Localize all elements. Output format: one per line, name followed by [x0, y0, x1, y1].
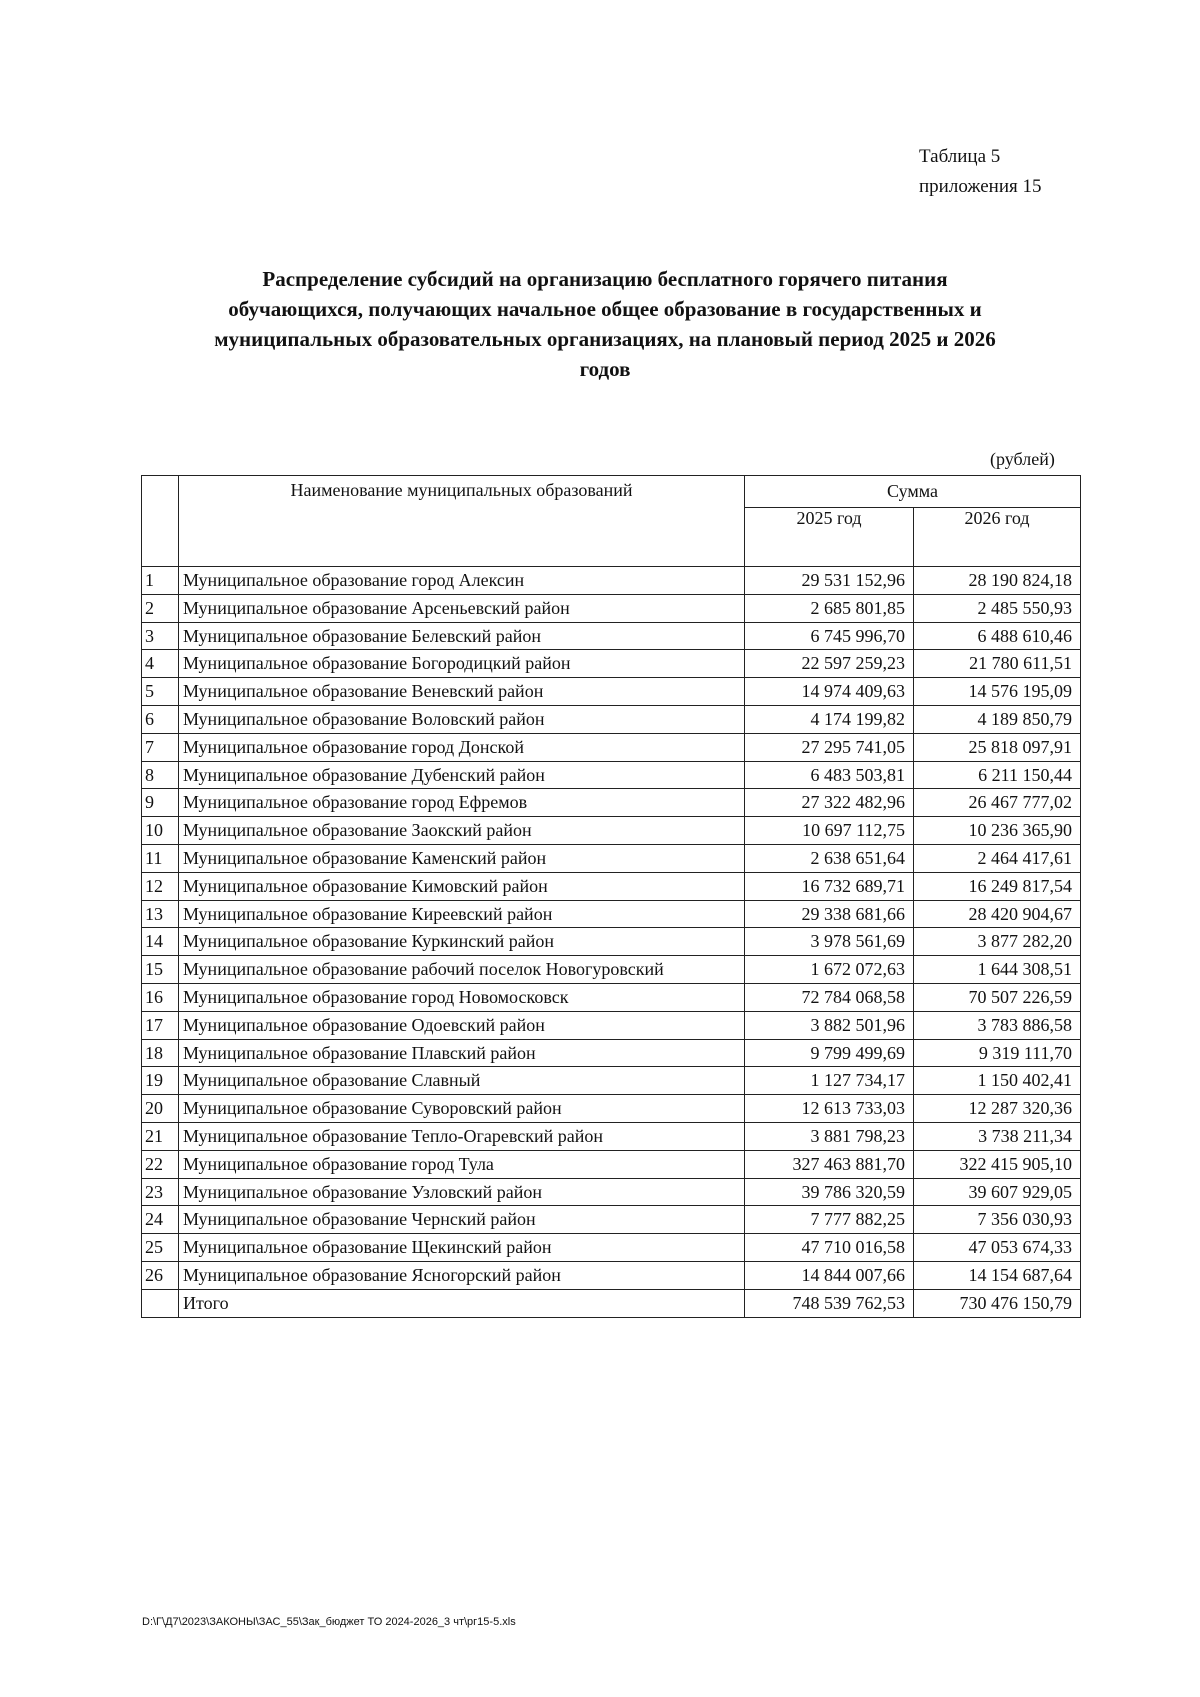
total-row [142, 1289, 1081, 1317]
amount-2026: 14 154 687,64 [914, 1261, 1081, 1289]
municipality-name: Муниципальное образование Арсеньевский район [179, 594, 745, 622]
amount-2025: 9 799 499,69 [745, 1039, 914, 1067]
municipality-name: Муниципальное образование Чернский район [179, 1206, 745, 1234]
row-number: 25 [142, 1234, 179, 1262]
amount-2026: 3 783 886,58 [914, 1011, 1081, 1039]
municipality-name: Муниципальное образование Плавский район [179, 1039, 745, 1067]
amount-2025: 47 710 016,58 [745, 1234, 914, 1262]
row-number: 3 [142, 622, 179, 650]
row-number: 20 [142, 1095, 179, 1123]
row-number: 22 [142, 1150, 179, 1178]
title-line: годов [579, 357, 631, 381]
row-number: 10 [142, 817, 179, 845]
appendix-reference [919, 142, 1041, 202]
amount-2025: 27 295 741,05 [745, 733, 914, 761]
row-number: 12 [142, 872, 179, 900]
table-row [142, 733, 1081, 761]
amount-2026: 39 607 929,05 [914, 1178, 1081, 1206]
municipality-name: Муниципальное образование Богородицкий район [179, 650, 745, 678]
municipality-name: Муниципальное образование город Алексин [179, 567, 745, 595]
table-row [142, 983, 1081, 1011]
table-row [142, 872, 1081, 900]
amount-2026: 12 287 320,36 [914, 1095, 1081, 1123]
table-row [142, 1206, 1081, 1234]
municipality-name: Муниципальное образование Суворовский район [179, 1095, 745, 1123]
municipality-name: Муниципальное образование Киреевский район [179, 900, 745, 928]
municipality-name: Муниципальное образование Воловский район [179, 705, 745, 733]
row-number: 18 [142, 1039, 179, 1067]
amount-2026: 3 877 282,20 [914, 928, 1081, 956]
table-row [142, 1067, 1081, 1095]
amount-2025: 72 784 068,58 [745, 983, 914, 1011]
municipality-name: Муниципальное образование Щекинский район [179, 1234, 745, 1262]
total-number-cell [142, 1289, 179, 1317]
amount-2026: 47 053 674,33 [914, 1234, 1081, 1262]
title-line: обучающихся, получающих начальное общее образование в государственных и [228, 297, 982, 321]
municipality-name: Муниципальное образование рабочий поселок Новогуровский [179, 956, 745, 984]
appendix-number-label: приложения 15 [919, 176, 1042, 197]
amount-2026: 25 818 097,91 [914, 733, 1081, 761]
units-label: (рублей) [990, 449, 1055, 469]
table-row [142, 956, 1081, 984]
row-number: 9 [142, 789, 179, 817]
table-row [142, 678, 1081, 706]
amount-2025: 12 613 733,03 [745, 1095, 914, 1123]
amount-2026: 21 780 611,51 [914, 650, 1081, 678]
row-number: 13 [142, 900, 179, 928]
amount-2025: 1 672 072,63 [745, 956, 914, 984]
year-2025-header: 2025 год [745, 508, 914, 567]
table-row [142, 622, 1081, 650]
table-row [142, 789, 1081, 817]
municipality-name: Муниципальное образование Тепло-Огаревский район [179, 1122, 745, 1150]
row-number: 4 [142, 650, 179, 678]
row-number: 1 [142, 567, 179, 595]
table-row [142, 567, 1081, 595]
total-label: Итого [179, 1289, 745, 1317]
amount-2026: 6 211 150,44 [914, 761, 1081, 789]
municipality-name: Муниципальное образование Веневский район [179, 678, 745, 706]
municipality-name: Муниципальное образование Одоевский район [179, 1011, 745, 1039]
title-line: муниципальных образовательных организациях, на плановый период 2025 и 2026 [214, 327, 996, 351]
amount-2026: 26 467 777,02 [914, 789, 1081, 817]
amount-2026: 16 249 817,54 [914, 872, 1081, 900]
row-number: 21 [142, 1122, 179, 1150]
amount-2026: 28 190 824,18 [914, 567, 1081, 595]
table-row [142, 1261, 1081, 1289]
row-number: 24 [142, 1206, 179, 1234]
amount-2025: 14 844 007,66 [745, 1261, 914, 1289]
row-number: 19 [142, 1067, 179, 1095]
amount-2025: 2 685 801,85 [745, 594, 914, 622]
amount-2025: 3 978 561,69 [745, 928, 914, 956]
row-number: 26 [142, 1261, 179, 1289]
amount-2025: 14 974 409,63 [745, 678, 914, 706]
table-row [142, 928, 1081, 956]
amount-2025: 29 338 681,66 [745, 900, 914, 928]
municipality-name: Муниципальное образование Ясногорский район [179, 1261, 745, 1289]
amount-2025: 16 732 689,71 [745, 872, 914, 900]
amount-2025: 6 483 503,81 [745, 761, 914, 789]
municipality-name: Муниципальное образование город Новомосковск [179, 983, 745, 1011]
row-number: 11 [142, 844, 179, 872]
row-number: 2 [142, 594, 179, 622]
amount-2025: 3 881 798,23 [745, 1122, 914, 1150]
table-row [142, 1234, 1081, 1262]
municipality-name: Муниципальное образование Белевский район [179, 622, 745, 650]
amount-2026: 7 356 030,93 [914, 1206, 1081, 1234]
total-2025: 748 539 762,53 [745, 1289, 914, 1317]
amount-2026: 322 415 905,10 [914, 1150, 1081, 1178]
row-number: 15 [142, 956, 179, 984]
amount-2025: 2 638 651,64 [745, 844, 914, 872]
amount-2025: 1 127 734,17 [745, 1067, 914, 1095]
municipality-name: Муниципальное образование Узловский район [179, 1178, 745, 1206]
row-number: 5 [142, 678, 179, 706]
table-row [142, 594, 1081, 622]
row-number: 7 [142, 733, 179, 761]
amount-2025: 29 531 152,96 [745, 567, 914, 595]
table-row [142, 1178, 1081, 1206]
municipality-name: Муниципальное образование Куркинский район [179, 928, 745, 956]
total-2026: 730 476 150,79 [914, 1289, 1081, 1317]
amount-2025: 4 174 199,82 [745, 705, 914, 733]
row-number: 17 [142, 1011, 179, 1039]
file-path-footer: D:\Г\Д7\2023\ЗАКОНЫ\ЗАС_55\Зак_бюджет ТО 2024-2026_3 чт\рг15-5.xls [142, 1616, 516, 1628]
municipality-name: Муниципальное образование город Тула [179, 1150, 745, 1178]
amount-2026: 2 485 550,93 [914, 594, 1081, 622]
amount-2026: 1 150 402,41 [914, 1067, 1081, 1095]
table-row [142, 1011, 1081, 1039]
amount-2026: 3 738 211,34 [914, 1122, 1081, 1150]
name-column-header: Наименование муниципальных образований [179, 476, 745, 567]
row-number: 23 [142, 1178, 179, 1206]
table-number-label: Таблица 5 [919, 146, 1001, 167]
year-2026-header: 2026 год [914, 508, 1081, 567]
municipality-name: Муниципальное образование город Ефремов [179, 789, 745, 817]
municipality-name: Муниципальное образование Дубенский район [179, 761, 745, 789]
amount-2026: 9 319 111,70 [914, 1039, 1081, 1067]
amount-2025: 39 786 320,59 [745, 1178, 914, 1206]
amount-2025: 3 882 501,96 [745, 1011, 914, 1039]
municipality-name: Муниципальное образование Кимовский район [179, 872, 745, 900]
row-number: 6 [142, 705, 179, 733]
title-line: Распределение субсидий на организацию бесплатного горячего питания [262, 267, 948, 291]
table-row [142, 1122, 1081, 1150]
amount-2025: 27 322 482,96 [745, 789, 914, 817]
amount-2026: 70 507 226,59 [914, 983, 1081, 1011]
amount-2026: 28 420 904,67 [914, 900, 1081, 928]
table-row [142, 900, 1081, 928]
amount-2026: 10 236 365,90 [914, 817, 1081, 845]
amount-2025: 10 697 112,75 [745, 817, 914, 845]
amount-2025: 6 745 996,70 [745, 622, 914, 650]
amount-2025: 7 777 882,25 [745, 1206, 914, 1234]
sum-column-header: Сумма [745, 476, 1081, 508]
amount-2026: 2 464 417,61 [914, 844, 1081, 872]
amount-2026: 4 189 850,79 [914, 705, 1081, 733]
amount-2025: 22 597 259,23 [745, 650, 914, 678]
row-number: 8 [142, 761, 179, 789]
table-row [142, 1039, 1081, 1067]
table-body [142, 567, 1081, 1318]
document-title [130, 264, 1080, 384]
table-row [142, 705, 1081, 733]
row-number: 14 [142, 928, 179, 956]
amount-2026: 1 644 308,51 [914, 956, 1081, 984]
row-number: 16 [142, 983, 179, 1011]
municipality-name: Муниципальное образование Заокский район [179, 817, 745, 845]
table-row [142, 761, 1081, 789]
amount-2025: 327 463 881,70 [745, 1150, 914, 1178]
table-row [142, 1095, 1081, 1123]
amount-2026: 6 488 610,46 [914, 622, 1081, 650]
table-row [142, 817, 1081, 845]
subsidy-table [141, 475, 1081, 1318]
amount-2026: 14 576 195,09 [914, 678, 1081, 706]
municipality-name: Муниципальное образование Славный [179, 1067, 745, 1095]
table-row [142, 1150, 1081, 1178]
municipality-name: Муниципальное образование город Донской [179, 733, 745, 761]
municipality-name: Муниципальное образование Каменский район [179, 844, 745, 872]
table-row [142, 844, 1081, 872]
number-header-cell [142, 476, 179, 567]
table-row [142, 650, 1081, 678]
